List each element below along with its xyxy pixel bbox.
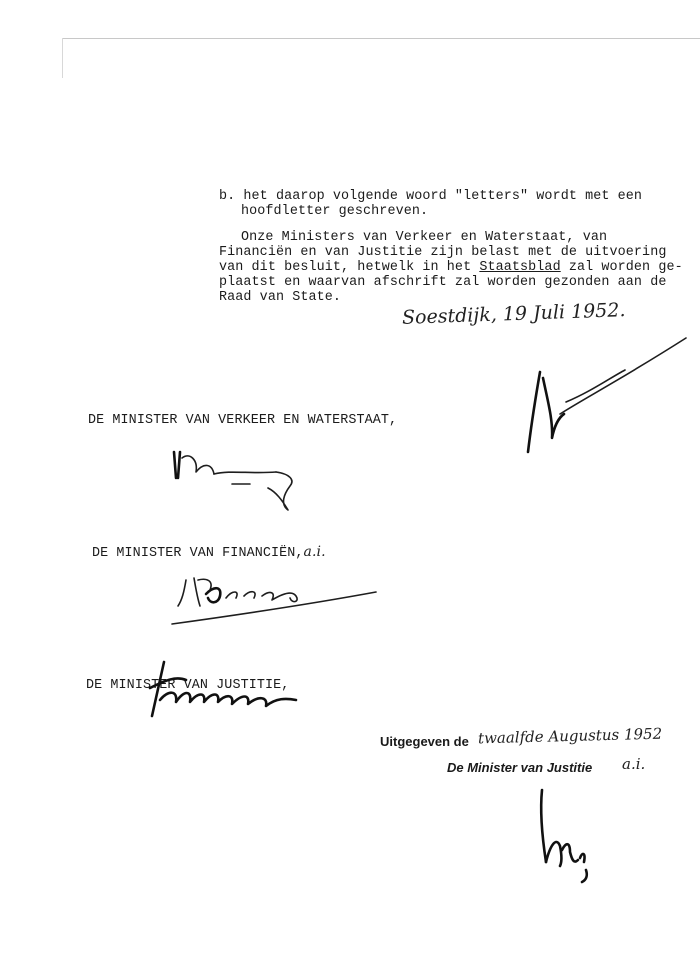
paragraph-text: zal worden ge- (560, 260, 683, 275)
handwritten-ai: a.i. (303, 544, 326, 560)
paragraph-line-2: Financiën en van Justitie zijn belast met de uitvoering (219, 245, 667, 260)
minister-verkeer-title: DE MINISTER VAN VERKEER EN WATERSTAAT, (88, 413, 398, 428)
minister-justitie-title: DE MINISTER VAN JUSTITIE, (86, 678, 290, 693)
item-b-line-2: hoofdletter geschreven. (241, 204, 429, 219)
paragraph-line-4: plaatst en waarvan afschrift zal worden gezonden aan de (219, 275, 667, 290)
handwritten-stamp-ai: a.i. (622, 755, 646, 773)
paragraph-text: van dit besluit, hetwelk in het (219, 260, 480, 275)
paragraph-line-1: Onze Ministers van Verkeer en Waterstaat, van (241, 230, 608, 245)
handwritten-place-date: Soestdijk, 19 Juli 1952. (401, 299, 626, 329)
item-b-line-1: b. het daarop volgende woord "letters" wordt met een (219, 189, 643, 204)
handwritten-publication-date: twaalfde Augustus 1952 (477, 724, 663, 748)
staatsblad-underlined: Staatsblad (479, 260, 561, 275)
minister-financien-label: DE MINISTER VAN FINANCIËN, (92, 546, 304, 561)
stamp-minister-justitie: De Minister van Justitie (447, 760, 593, 775)
paragraph-line-5: Raad van State. (219, 290, 342, 305)
uitgegeven-label: Uitgegeven de (380, 734, 469, 749)
